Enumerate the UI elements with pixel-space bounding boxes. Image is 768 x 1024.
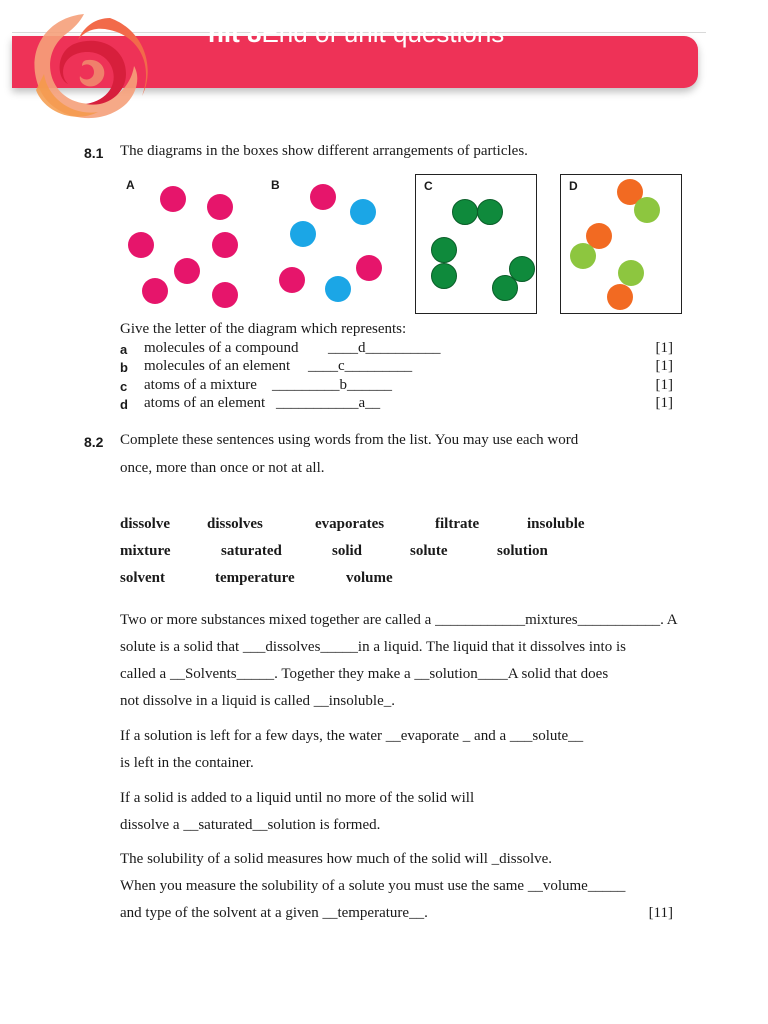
answer-field[interactable]: _________b______ (272, 377, 392, 393)
question-prompt: Complete these sentences using words from the list. You may use each word (120, 432, 579, 448)
particle (160, 186, 186, 212)
unit-title (208, 18, 504, 48)
word-item: volume (346, 570, 393, 586)
question-number: 8.2 (84, 434, 104, 450)
word-item: solvent (120, 570, 165, 586)
particle (325, 276, 351, 302)
part-text: molecules of an element (144, 358, 291, 374)
word-item: solution (497, 543, 548, 559)
mark: [1] (655, 377, 673, 393)
particle (212, 282, 238, 308)
particle (477, 199, 503, 225)
particle (431, 237, 457, 263)
mark: [1] (655, 395, 673, 411)
answer-sentence: When you measure the solubility of a solute you must use the same __volume_____ (120, 878, 626, 894)
word-item: dissolve (120, 516, 171, 532)
word-item: saturated (221, 543, 282, 559)
word-item: solute (410, 543, 448, 559)
answer-sentence: dissolve a __saturated__solution is formed. (120, 817, 381, 833)
question-prompt: once, more than once or not at all. (120, 460, 325, 476)
question-instruction: Give the letter of the diagram which represents: (120, 321, 407, 337)
word-item: dissolves (207, 516, 263, 532)
word-item: insoluble (527, 516, 585, 532)
word-item: solid (332, 543, 363, 559)
particle (492, 275, 518, 301)
part-letter: c (120, 379, 128, 394)
part-letter: d (120, 397, 128, 412)
answer-sentence: is left in the container. (120, 755, 254, 771)
unit-title-number: nit 8 (208, 18, 262, 48)
answer-sentence: solute is a solid that ___dissolves_____in a liquid. The liquid that it dissolves into is (120, 639, 626, 655)
particle (310, 184, 336, 210)
diagram-box-d (560, 174, 682, 314)
part-text: atoms of a mixture (144, 377, 257, 393)
particle (350, 199, 376, 225)
box-label: B (271, 178, 280, 192)
part-letter: a (120, 342, 128, 357)
word-item: mixture (120, 543, 171, 559)
particle (174, 258, 200, 284)
part-letter: b (120, 360, 128, 375)
box-label: C (424, 179, 433, 193)
particle (142, 278, 168, 304)
particle (452, 199, 478, 225)
answer-sentence: Two or more substances mixed together are called a ____________mixtures___________. A (120, 612, 678, 628)
particle (618, 260, 644, 286)
word-item: filtrate (435, 516, 480, 532)
mark: [11] (648, 905, 673, 921)
part-text: atoms of an element (144, 395, 266, 411)
answer-sentence: If a solid is added to a liquid until no more of the solid will (120, 790, 475, 806)
mark: [1] (655, 340, 673, 356)
word-item: evaporates (315, 516, 385, 532)
particle (356, 255, 382, 281)
particle (607, 284, 633, 310)
particle (570, 243, 596, 269)
answer-sentence: called a __Solvents_____. Together they make a __solution____A solid that does (120, 666, 609, 682)
diagram-box-a (118, 174, 240, 314)
answer-sentence: The solubility of a solid measures how much of the solid will _dissolve. (120, 851, 553, 867)
box-label: A (126, 178, 135, 192)
diagram-box-c (415, 174, 537, 314)
particle (431, 263, 457, 289)
answer-sentence: If a solution is left for a few days, the water __evaporate _ and a ___solute__ (120, 728, 584, 744)
particle (212, 232, 238, 258)
particle (279, 267, 305, 293)
answer-field[interactable]: ____c_________ (308, 358, 413, 374)
part-text: molecules of a compound (144, 340, 299, 356)
mark: [1] (655, 358, 673, 374)
question-prompt: The diagrams in the boxes show different arrangements of particles. (120, 143, 528, 159)
answer-sentence: and type of the solvent at a given __temperature__. (120, 905, 428, 921)
swirl-logo-icon (14, 4, 164, 134)
diagram-box-b (263, 174, 385, 314)
unit-title-text: End of unit questions (261, 18, 505, 48)
word-item: temperature (215, 570, 295, 586)
answer-field[interactable]: ___________a__ (276, 395, 381, 411)
particle (128, 232, 154, 258)
answer-field[interactable]: ____d__________ (328, 340, 441, 356)
particle (207, 194, 233, 220)
box-label: D (569, 179, 578, 193)
particle (290, 221, 316, 247)
particle (634, 197, 660, 223)
question-number: 8.1 (84, 145, 104, 161)
answer-sentence: not dissolve in a liquid is called __insoluble_. (120, 693, 395, 709)
